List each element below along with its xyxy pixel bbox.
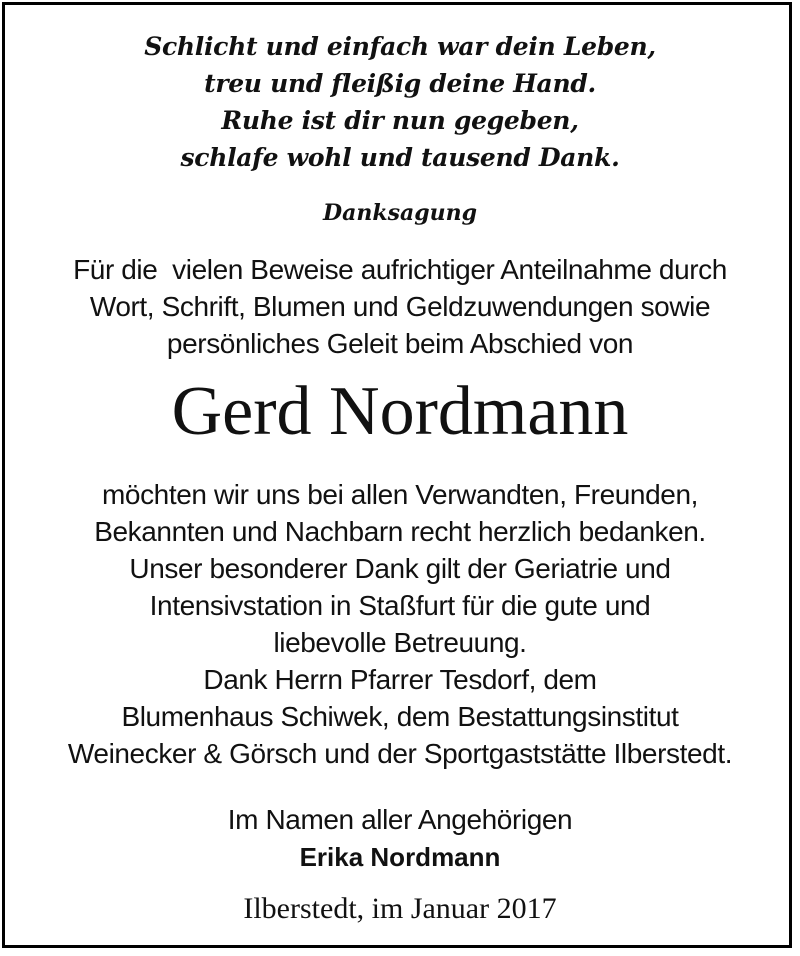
message-line: liebevolle Betreuung.	[273, 627, 527, 658]
message-line: Intensivstation in Staßfurt für die gute und	[149, 590, 651, 621]
signer-name: Erika Nordmann	[299, 842, 501, 872]
message-line: Bekannten und Nachbarn recht herzlich bedanken.	[94, 516, 706, 547]
deceased-name: Gerd Nordmann	[171, 373, 629, 450]
verse-line: treu und fleißig deine Hand.	[204, 69, 596, 98]
message-line: Dank Herrn Pfarrer Tesdorf, dem	[203, 664, 597, 695]
message-line: Unser besonderer Dank gilt der Geriatrie und	[129, 553, 671, 584]
closing-line: Im Namen aller Angehörigen	[227, 804, 573, 835]
message-line: möchten wir uns bei allen Verwandten, Freunden,	[101, 479, 698, 510]
message-line: Blumenhaus Schiwek, dem Bestattungsinstitut	[121, 701, 679, 732]
verse-line: Ruhe ist dir nun gegeben,	[221, 106, 579, 135]
intro-line: Für die vielen Beweise aufrichtiger Anteilnahme durch	[73, 254, 727, 285]
place-and-date: Ilberstedt, im Januar 2017	[243, 892, 557, 925]
intro-line: Wort, Schrift, Blumen und Geldzuwendungen sowie	[89, 291, 711, 322]
notice-heading: Danksagung	[323, 200, 477, 226]
verse-line: schlafe wohl und tausend Dank.	[180, 143, 620, 172]
message-line: Weinecker & Görsch und der Sportgaststätte Ilberstedt.	[67, 738, 733, 769]
intro-line: persönliches Geleit beim Abschied von	[166, 328, 634, 359]
verse-line: Schlicht und einfach war dein Leben,	[144, 32, 656, 61]
